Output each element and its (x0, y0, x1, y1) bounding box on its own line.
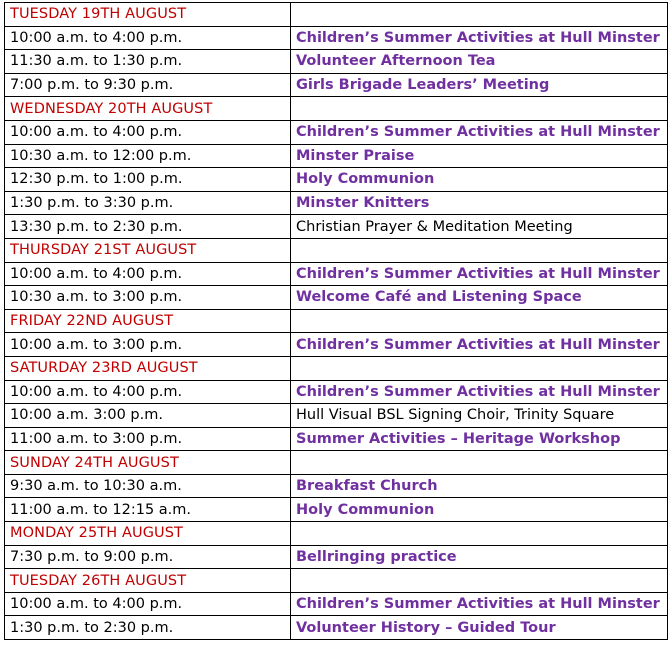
event-title: Bellringing practice (291, 545, 668, 569)
event-time: 11:30 a.m. to 1:30 p.m. (5, 50, 291, 74)
event-time: 10:00 a.m. to 4:00 p.m. (5, 592, 291, 616)
event-time: 1:30 p.m. to 3:30 p.m. (5, 191, 291, 215)
event-title: Holy Communion (291, 168, 668, 192)
event-time: 12:30 p.m. to 1:00 p.m. (5, 168, 291, 192)
event-title: Hull Visual BSL Signing Choir, Trinity Square (291, 404, 668, 428)
event-time: 10:00 a.m. to 4:00 p.m. (5, 26, 291, 50)
day-heading: THURSDAY 21ST AUGUST (5, 238, 291, 262)
empty-cell (291, 451, 668, 475)
day-heading: FRIDAY 22ND AUGUST (5, 309, 291, 333)
event-row (5, 592, 668, 616)
empty-cell (291, 238, 668, 262)
event-row (5, 144, 668, 168)
event-time: 10:00 a.m. to 3:00 p.m. (5, 333, 291, 357)
event-title: Breakfast Church (291, 474, 668, 498)
empty-cell (291, 356, 668, 380)
event-row (5, 498, 668, 522)
empty-cell (291, 3, 668, 27)
event-time: 10:00 a.m. to 4:00 p.m. (5, 120, 291, 144)
day-heading-row (5, 569, 668, 593)
day-heading: SATURDAY 23RD AUGUST (5, 356, 291, 380)
day-heading: TUESDAY 19TH AUGUST (5, 3, 291, 27)
event-time: 7:00 p.m. to 9:30 p.m. (5, 73, 291, 97)
event-title: Summer Activities – Heritage Workshop (291, 427, 668, 451)
event-row (5, 404, 668, 428)
event-row (5, 286, 668, 310)
event-schedule-table (4, 2, 668, 640)
event-time: 10:30 a.m. to 12:00 p.m. (5, 144, 291, 168)
event-row (5, 191, 668, 215)
day-heading-row (5, 522, 668, 546)
empty-cell (291, 569, 668, 593)
event-row (5, 616, 668, 640)
event-row (5, 26, 668, 50)
day-heading: TUESDAY 26TH AUGUST (5, 569, 291, 593)
event-title: Girls Brigade Leaders’ Meeting (291, 73, 668, 97)
event-row (5, 262, 668, 286)
event-title: Volunteer History – Guided Tour (291, 616, 668, 640)
event-time: 13:30 p.m. to 2:30 p.m. (5, 215, 291, 239)
event-title: Holy Communion (291, 498, 668, 522)
event-row (5, 474, 668, 498)
day-heading: MONDAY 25TH AUGUST (5, 522, 291, 546)
event-time: 7:30 p.m. to 9:00 p.m. (5, 545, 291, 569)
event-title: Minster Knitters (291, 191, 668, 215)
event-time: 10:00 a.m. 3:00 p.m. (5, 404, 291, 428)
day-heading-row (5, 451, 668, 475)
event-time: 11:00 a.m. to 3:00 p.m. (5, 427, 291, 451)
event-row (5, 73, 668, 97)
day-heading-row (5, 238, 668, 262)
event-row (5, 545, 668, 569)
empty-cell (291, 309, 668, 333)
empty-cell (291, 97, 668, 121)
event-title: Welcome Café and Listening Space (291, 286, 668, 310)
event-title: Minster Praise (291, 144, 668, 168)
day-heading: SUNDAY 24TH AUGUST (5, 451, 291, 475)
event-title: Children’s Summer Activities at Hull Minster (291, 592, 668, 616)
day-heading-row (5, 309, 668, 333)
empty-cell (291, 522, 668, 546)
event-title: Children’s Summer Activities at Hull Minster (291, 333, 668, 357)
event-time: 9:30 a.m. to 10:30 a.m. (5, 474, 291, 498)
day-heading: WEDNESDAY 20TH AUGUST (5, 97, 291, 121)
day-heading-row (5, 97, 668, 121)
event-row (5, 427, 668, 451)
event-title: Children’s Summer Activities at Hull Minster (291, 26, 668, 50)
day-heading-row (5, 3, 668, 27)
event-title: Children’s Summer Activities at Hull Minster (291, 262, 668, 286)
event-title: Children’s Summer Activities at Hull Minster (291, 380, 668, 404)
event-time: 11:00 a.m. to 12:15 a.m. (5, 498, 291, 522)
event-row (5, 380, 668, 404)
event-row (5, 333, 668, 357)
event-time: 10:00 a.m. to 4:00 p.m. (5, 380, 291, 404)
event-time: 10:00 a.m. to 4:00 p.m. (5, 262, 291, 286)
event-title: Christian Prayer & Meditation Meeting (291, 215, 668, 239)
event-title: Volunteer Afternoon Tea (291, 50, 668, 74)
event-row (5, 50, 668, 74)
schedule-body (5, 3, 668, 640)
event-row (5, 215, 668, 239)
event-row (5, 120, 668, 144)
event-time: 1:30 p.m. to 2:30 p.m. (5, 616, 291, 640)
day-heading-row (5, 356, 668, 380)
event-row (5, 168, 668, 192)
event-title: Children’s Summer Activities at Hull Minster (291, 120, 668, 144)
event-time: 10:30 a.m. to 3:00 p.m. (5, 286, 291, 310)
